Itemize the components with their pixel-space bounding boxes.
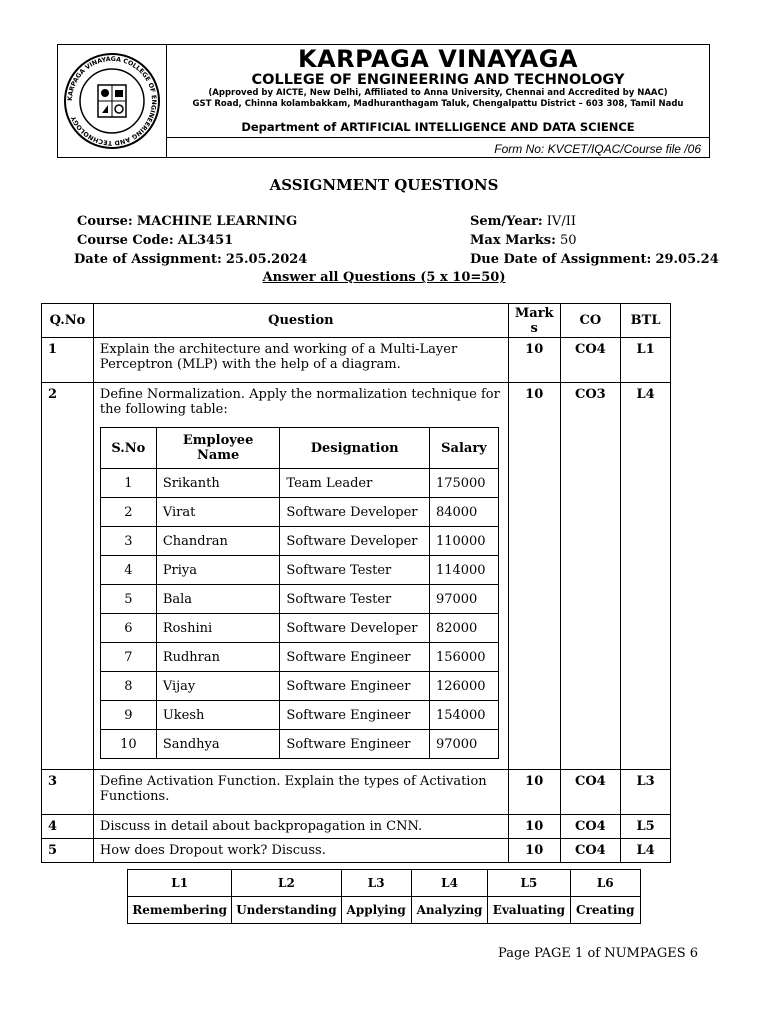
header-divider bbox=[166, 45, 167, 157]
question-btl: L4 bbox=[621, 383, 671, 770]
course-code-value: AL3451 bbox=[177, 233, 234, 248]
question-marks: 10 bbox=[508, 770, 560, 815]
col-salary-header: Salary bbox=[429, 428, 498, 469]
question-btl: L5 bbox=[621, 815, 671, 839]
question-marks: 10 bbox=[508, 815, 560, 839]
employee-salary: 97000 bbox=[429, 730, 498, 759]
department-name: Department of ARTIFICIAL INTELLIGENCE AND DATA SCIENCE bbox=[241, 120, 635, 134]
employee-designation: Software Engineer bbox=[280, 701, 430, 730]
page-title: ASSIGNMENT QUESTIONS bbox=[269, 176, 499, 194]
employee-header-row bbox=[100, 428, 498, 469]
employee-name: Priya bbox=[156, 556, 280, 585]
sem-value: IV/II bbox=[546, 214, 576, 229]
col-sno-header: S.No bbox=[100, 428, 156, 469]
employee-designation: Software Engineer bbox=[280, 730, 430, 759]
employee-row bbox=[100, 498, 498, 527]
employee-sno: 5 bbox=[100, 585, 156, 614]
btl-legend-table bbox=[127, 869, 641, 924]
question-co: CO4 bbox=[560, 815, 621, 839]
btl-code: L5 bbox=[488, 870, 570, 897]
question-row bbox=[42, 770, 671, 815]
btl-codes-row bbox=[128, 870, 641, 897]
btl-code: L6 bbox=[570, 870, 640, 897]
max-marks-value: 50 bbox=[560, 233, 577, 248]
college-address: GST Road, Chinna kolambakkam, Madhuranthagam Taluk, Chengalpattu District – 603 308, Tamil Nadu bbox=[192, 99, 684, 109]
question-marks: 10 bbox=[508, 383, 560, 770]
question-row bbox=[42, 815, 671, 839]
employee-table bbox=[100, 427, 499, 759]
college-logo-icon bbox=[62, 51, 162, 151]
employee-name: Sandhya bbox=[156, 730, 280, 759]
sem-label: Sem/Year: bbox=[470, 214, 543, 229]
question-co: CO4 bbox=[560, 770, 621, 815]
course-label: Course: bbox=[77, 214, 133, 229]
question-marks: 10 bbox=[508, 839, 560, 863]
date-of-assignment-line bbox=[74, 252, 307, 267]
question-number: 1 bbox=[42, 338, 94, 383]
question-row bbox=[42, 839, 671, 863]
employee-sno: 6 bbox=[100, 614, 156, 643]
logo-ring-text: KARPAGA VINAYAGA COLLEGE OF ENGINEERING AND TECHNOLOGY bbox=[66, 55, 158, 147]
employee-row bbox=[100, 469, 498, 498]
question-cell bbox=[93, 383, 508, 770]
employee-designation: Software Developer bbox=[280, 614, 430, 643]
question-co: CO4 bbox=[560, 839, 621, 863]
employee-designation: Software Developer bbox=[280, 498, 430, 527]
question-text: Define Normalization. Apply the normalization technique for the following table: bbox=[99, 387, 500, 417]
employee-designation: Software Engineer bbox=[280, 672, 430, 701]
question-marks: 10 bbox=[508, 338, 560, 383]
employee-sno: 1 bbox=[100, 469, 156, 498]
employee-salary: 97000 bbox=[429, 585, 498, 614]
question-number: 3 bbox=[42, 770, 94, 815]
question-btl: L3 bbox=[621, 770, 671, 815]
instruction: Answer all Questions (5 x 10=50) bbox=[262, 270, 506, 285]
max-marks-label: Max Marks: bbox=[470, 233, 556, 248]
employee-salary: 175000 bbox=[429, 469, 498, 498]
marks-header: Mark s bbox=[508, 304, 560, 338]
employee-designation: Team Leader bbox=[280, 469, 430, 498]
employee-sno: 4 bbox=[100, 556, 156, 585]
btl-name: Evaluating bbox=[488, 897, 570, 924]
question-text: Define Activation Function. Explain the types of Activation Functions. bbox=[93, 770, 508, 815]
employee-sno: 8 bbox=[100, 672, 156, 701]
employee-name: Vijay bbox=[156, 672, 280, 701]
course-code-line bbox=[77, 233, 233, 248]
question-btl: L4 bbox=[621, 839, 671, 863]
employee-name: Virat bbox=[156, 498, 280, 527]
qno-header: Q.No bbox=[42, 304, 94, 338]
college-name: KARPAGA VINAYAGA bbox=[297, 45, 579, 73]
header-rule bbox=[167, 137, 710, 138]
question-btl: L1 bbox=[621, 338, 671, 383]
employee-row bbox=[100, 672, 498, 701]
question-number: 5 bbox=[42, 839, 94, 863]
employee-sno: 9 bbox=[100, 701, 156, 730]
question-header: Question bbox=[93, 304, 508, 338]
employee-salary: 110000 bbox=[429, 527, 498, 556]
question-row bbox=[42, 383, 671, 770]
form-number: Form No: KVCET/IQAC/Course file /06 bbox=[494, 142, 701, 156]
employee-name: Chandran bbox=[156, 527, 280, 556]
question-co: CO4 bbox=[560, 338, 621, 383]
employee-name: Rudhran bbox=[156, 643, 280, 672]
questions-table bbox=[41, 303, 671, 863]
employee-row bbox=[100, 730, 498, 759]
employee-name: Ukesh bbox=[156, 701, 280, 730]
btl-name: Understanding bbox=[232, 897, 341, 924]
college-approval: (Approved by AICTE, New Delhi, Affiliated to Anna University, Chennai and Accredited by NAAC) bbox=[208, 88, 668, 98]
employee-designation: Software Engineer bbox=[280, 643, 430, 672]
question-number: 4 bbox=[42, 815, 94, 839]
college-subtitle: COLLEGE OF ENGINEERING AND TECHNOLOGY bbox=[251, 72, 625, 88]
sem-year-line bbox=[470, 214, 576, 229]
btl-name: Creating bbox=[570, 897, 640, 924]
btl-code: L2 bbox=[232, 870, 341, 897]
employee-salary: 84000 bbox=[429, 498, 498, 527]
employee-row bbox=[100, 701, 498, 730]
employee-row bbox=[100, 556, 498, 585]
btl-code: L1 bbox=[128, 870, 232, 897]
employee-name: Srikanth bbox=[156, 469, 280, 498]
employee-designation: Software Tester bbox=[280, 556, 430, 585]
col-name-header: Employee Name bbox=[156, 428, 280, 469]
doa-value: 25.05.2024 bbox=[225, 252, 308, 267]
question-co: CO3 bbox=[560, 383, 621, 770]
questions-header-row bbox=[42, 304, 671, 338]
col-designation-header: Designation bbox=[280, 428, 430, 469]
question-text: How does Dropout work? Discuss. bbox=[93, 839, 508, 863]
due-label: Due Date of Assignment: bbox=[470, 252, 652, 267]
due-value: 29.05.24 bbox=[655, 252, 719, 267]
employee-salary: 82000 bbox=[429, 614, 498, 643]
course-line bbox=[77, 214, 297, 229]
employee-name: Bala bbox=[156, 585, 280, 614]
employee-row bbox=[100, 527, 498, 556]
btl-names-row bbox=[128, 897, 641, 924]
btl-name: Remembering bbox=[128, 897, 232, 924]
employee-name: Roshini bbox=[156, 614, 280, 643]
college-header bbox=[57, 44, 710, 158]
btl-name: Analyzing bbox=[411, 897, 487, 924]
employee-designation: Software Tester bbox=[280, 585, 430, 614]
btl-code: L4 bbox=[411, 870, 487, 897]
course-code-label: Course Code: bbox=[77, 233, 174, 248]
btl-header: BTL bbox=[621, 304, 671, 338]
employee-row bbox=[100, 614, 498, 643]
due-date-line bbox=[470, 252, 719, 267]
question-row bbox=[42, 338, 671, 383]
employee-row bbox=[100, 585, 498, 614]
employee-sno: 3 bbox=[100, 527, 156, 556]
employee-salary: 114000 bbox=[429, 556, 498, 585]
employee-sno: 2 bbox=[100, 498, 156, 527]
max-marks-line bbox=[470, 233, 577, 248]
question-text: Explain the architecture and working of a Multi-Layer Perceptron (MLP) with the help of a diagram. bbox=[93, 338, 508, 383]
btl-code: L3 bbox=[341, 870, 411, 897]
employee-sno: 7 bbox=[100, 643, 156, 672]
btl-name: Applying bbox=[341, 897, 411, 924]
employee-salary: 156000 bbox=[429, 643, 498, 672]
question-text: Discuss in detail about backpropagation in CNN. bbox=[93, 815, 508, 839]
employee-sno: 10 bbox=[100, 730, 156, 759]
doa-label: Date of Assignment: bbox=[74, 252, 222, 267]
co-header: CO bbox=[560, 304, 621, 338]
employee-salary: 154000 bbox=[429, 701, 498, 730]
course-value: MACHINE LEARNING bbox=[136, 214, 298, 229]
employee-designation: Software Developer bbox=[280, 527, 430, 556]
employee-salary: 126000 bbox=[429, 672, 498, 701]
employee-row bbox=[100, 643, 498, 672]
page-number: Page PAGE 1 of NUMPAGES 6 bbox=[498, 946, 698, 961]
question-number: 2 bbox=[42, 383, 94, 770]
